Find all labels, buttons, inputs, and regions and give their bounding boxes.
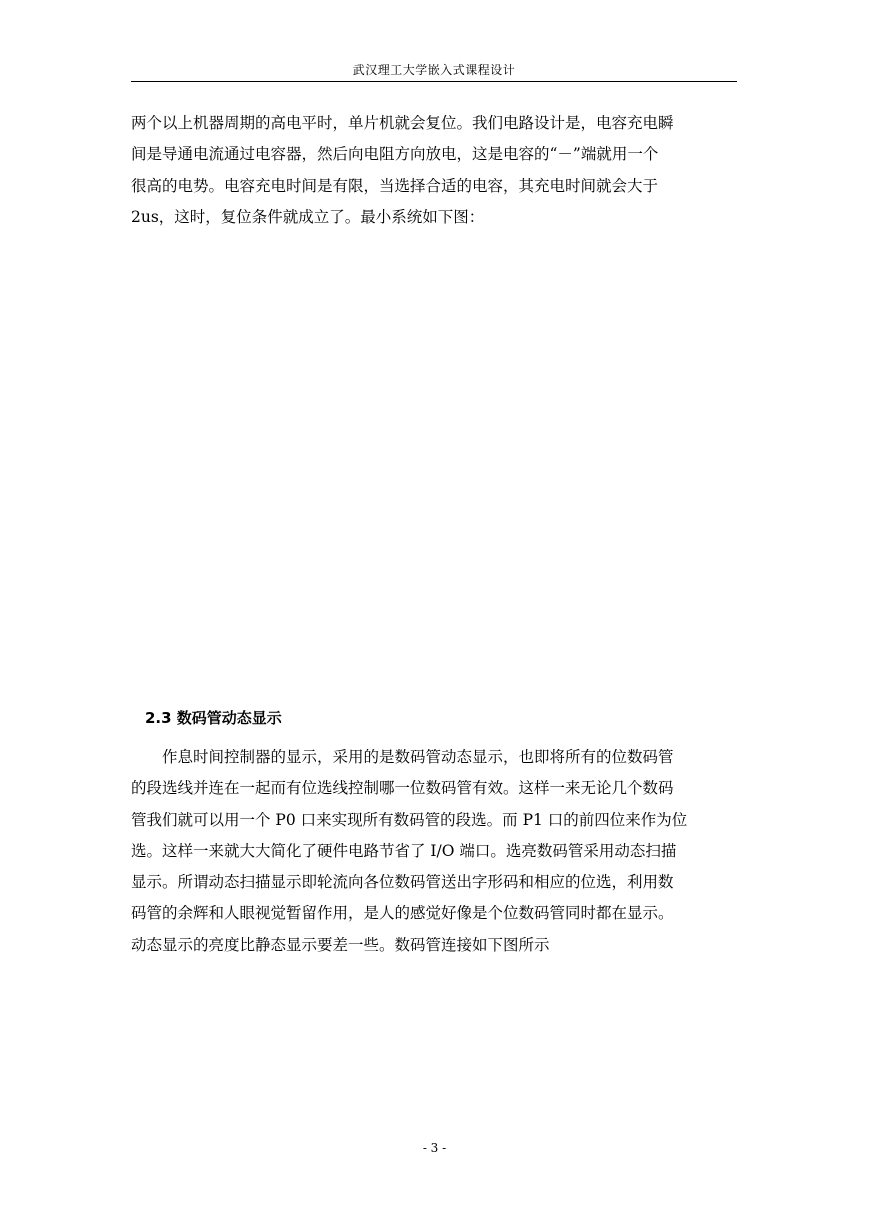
paragraph-line: 的段选线并连在一起而有位选线控制哪一位数码管有效。这样一来无论几个数码 <box>131 779 674 798</box>
paragraph-line: 间是导通电流通过电容器，然后向电阻方向放电，这是电容的“－”端就用一个 <box>131 145 659 164</box>
paragraph-line: 很高的电势。电容充电时间是有限，当选择合适的电容，其充电时间就会大于 <box>131 176 659 195</box>
paragraph-line: 管我们就可以用一个 P0 口来实现所有数码管的段选。而 P1 口的前四位来作为位 <box>131 810 688 829</box>
section-heading: 2.3 数码管动态显示 <box>145 709 282 727</box>
paragraph-line: 2us，这时，复位条件就成立了。最小系统如下图： <box>131 207 485 226</box>
page-number: - 3 - <box>422 1141 447 1155</box>
paragraph-line: 两个以上机器周期的高电平时，单片机就会复位。我们电路设计是，电容充电瞬 <box>131 114 674 132</box>
paragraph-line: 选。这样一来就大大简化了硬件电路节省了 I/O 端口。选亮数码管采用动态扫描 <box>131 841 677 860</box>
paragraph-line: 显示。所谓动态扫描显示即轮流向各位数码管送出字形码和相应的位选，利用数 <box>131 873 674 892</box>
page-header-title: 武汉理工大学嵌入式课程设计 <box>352 63 516 77</box>
paragraph-line: 作息时间控制器的显示，采用的是数码管动态显示，也即将所有的位数码管 <box>162 748 674 766</box>
paragraph-line: 动态显示的亮度比静态显示要差一些。数码管连接如下图所示 <box>131 935 550 954</box>
header-divider <box>131 81 737 82</box>
body-paragraph-dynamic-display <box>131 742 737 961</box>
body-paragraph-reset-circuit <box>131 108 737 233</box>
paragraph-line: 码管的余辉和人眼视觉暂留作用，是人的感觉好像是个位数码管同时都在显示。 <box>131 904 674 923</box>
